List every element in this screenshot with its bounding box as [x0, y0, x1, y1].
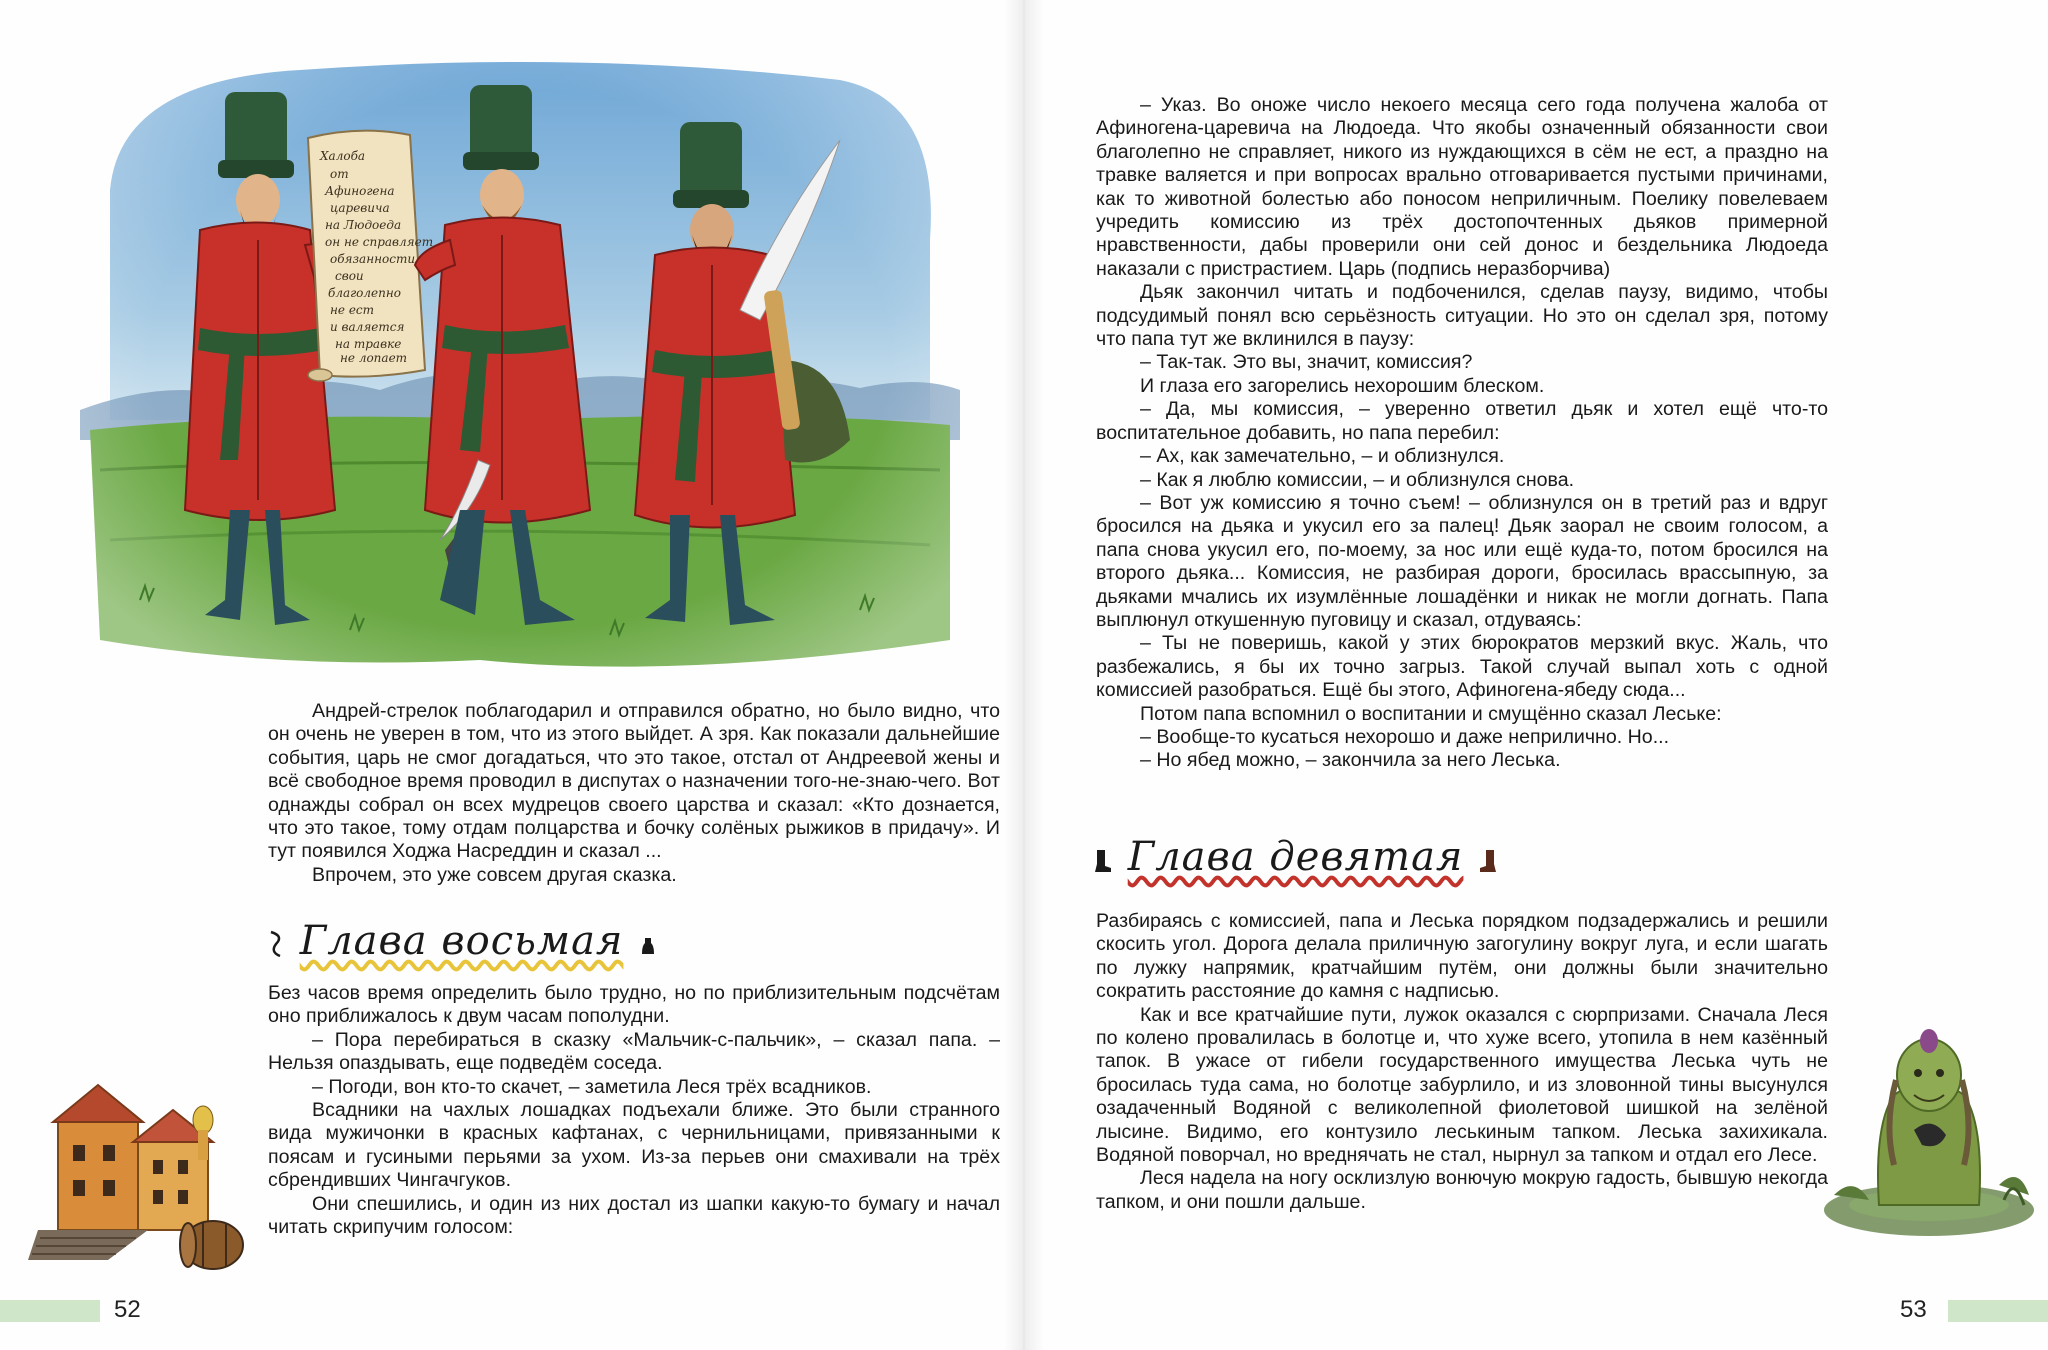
paragraph: – Но ябед можно, – закончила за него Леська. — [1140, 749, 1561, 772]
paragraph: – Пора перебираться в сказку «Мальчик-с-пальчик», – сказал папа. – Нельзя опаздывать, еще подведём соседа. — [268, 1028, 1000, 1075]
paragraph: Потом папа вспомнил о воспитании и смущённо сказал Леське: — [1140, 702, 1722, 725]
left-top-text — [268, 700, 1000, 887]
paragraph: И глаза его загорелись нехорошим блеском. — [1140, 374, 1545, 397]
scroll-line: на Людоеда — [325, 218, 402, 232]
paragraph: Как и все кратчайшие пути, лужок оказался с сюрпризами. Сначала Леся по колено провалилась в болотце и, что хуже всего, утопила в нем казённый тапок. В ужасе от гибели государственного имущества Леська чуть не бросилась туда сама, но болотце забурлило, и из зловонной тины высунулся озадаченный Водяной с великолепной фиолетовой шишкой на зелёной лысине. Видимо, его контузило леськиным тапком. Леська захихикала. Водяной поворчал, но вреднячать не стал, нырнул за тапком и отдал его Лесе. — [1096, 1003, 1828, 1167]
scroll-line: благолепно — [328, 286, 402, 300]
scroll-line: от — [330, 167, 349, 181]
scroll-line: не ест — [330, 303, 375, 317]
paragraph: – Как я люблю комиссии, – и облизнулся снова. — [1140, 468, 1575, 491]
page-number: 53 — [1900, 1296, 1927, 1323]
paragraph: Андрей-стрелок поблагодарил и отправился обратно, но было видно, что он очень не уверен в том, что из этого выйдет. А зря. Как показали дальнейшие события, царь не смог догадаться, что это такое, отстал от Андреевой жены и всё свободное время проводил в диспутах о назначении того-не-знаю-чего. Вот однажды собрал он всех мудрецов своего царства и сказал: «Кто дознается, что это такое, тому отдам полцарства и бочку солёных рыжиков в придачу». И тут появился Ходжа Насреддин и сказал ... — [268, 700, 1000, 863]
paragraph: Без часов время определить было трудно, но по приблизительным подсчётам оно приближалось к двум часам пополудни. — [268, 982, 1000, 1028]
right-top-text — [1096, 94, 1828, 773]
right-page — [1024, 0, 2048, 1350]
paragraph: – Вообще-то кусаться нехорошо и даже неприлично. Но... — [1140, 725, 1670, 748]
barrel-icon — [180, 1221, 243, 1269]
scroll-line: Афиногена — [325, 184, 395, 198]
book-gutter — [1004, 0, 1044, 1350]
boot-ornament-icon — [1477, 846, 1501, 874]
paragraph: – Да, мы комиссия, – уверенно ответил дьяк и хотел ещё что-то воспитательное добавить, но папа перебил: — [1096, 398, 1828, 444]
paragraph: Впрочем, это уже совсем другая сказка. — [312, 863, 677, 886]
right-chapter-text — [1096, 910, 1828, 1214]
vodyanoy-illustration — [1814, 1015, 2044, 1245]
paragraph: – Погоди, вон кто-то скачет, – заметила Леся трёх всадников. — [312, 1075, 872, 1098]
paragraph: – Вот уж комиссию я точно съем! – облизнулся он в третий раз и вдруг бросился на дьяка и укусил его за палец! Дьяк заорал не своим голосом, а папа снова укусил его, по-моему, за нос или ещё куда-то, потом бросился на второго дьяка... Комиссия, не разбирая дороги, бросилась врассыпную, за дьяками мчались их изумлённые лошадёнки и никак не могли догнать. Папа выплюнул откушенную пуговицу и сказал, отдуваясь: — [1096, 491, 1828, 631]
scroll-line: свои — [335, 269, 364, 283]
paragraph: – Ах, как замечательно, – и облизнулся. — [1140, 445, 1505, 468]
page-number: 52 — [114, 1296, 141, 1323]
chapter-title: Глава восьмая — [299, 918, 624, 964]
paragraph: Разбираясь с комиссией, папа и Леська порядком подзадержались и решили скосить угол. Дорога делала приличную загогулину вокруг луга, и если шагать по лужку напрямик, кратчайшим путём, они должны были значительно сократить расстояние до камня с надписью. — [1096, 910, 1828, 1003]
inkwell-icon — [637, 930, 659, 958]
left-chapter-text — [268, 982, 1000, 1239]
scroll-line: на травке — [335, 337, 402, 351]
boot-ornament-icon — [1090, 846, 1114, 874]
paragraph: Дьяк закончил читать и подбоченился, сделав паузу, видимо, чтобы подсудимый понял всю серьёзность ситуации. Но это он сделал зря, потому что папа тут же вклинился в паузу: — [1096, 281, 1828, 351]
scroll-line: царевича — [330, 201, 390, 215]
scroll-line: и валяется — [330, 320, 405, 334]
paragraph: Они спешились, и один из них достал из шапки какую-то бумагу и начал читать скрипучим голосом: — [268, 1192, 1000, 1239]
paragraph: – Указ. Во оноже число некоего месяца сего года получена жалоба от Афиногена-царевича на Людоеда. Что якобы означенный обязанности свои благолепно не справляет, никого из нуждающихся в сём не ест, а праздно на травке валяется и при вопросах врально отговаривается пустыми причинами, как то животной болестью або поносом неприличным. Поелику повелеваем учредить комиссию из трёх достопочтенных дьяков примерной нравственности, дабы проверили они сей донос и бездельника Людоеда наказали с пристрастием. Царь (подпись неразборчива) — [1096, 94, 1828, 280]
paragraph: – Ты не поверишь, какой у этих бюрократов мерзкий вкус. Жаль, что разбежались, я бы их точно загрыз. Такой случай выпал хоть с одной комиссией разобраться. Ещё бы этого, Афиногена-ябеду сюда... — [1096, 632, 1828, 702]
paragraph: – Так-так. Это вы, значит, комиссия? — [1140, 351, 1473, 374]
chapter-heading-nine — [1090, 834, 1501, 880]
page-number-bar — [0, 1300, 100, 1322]
three-clerks-illustration — [80, 40, 960, 680]
scroll-line: Халоба — [320, 149, 366, 163]
scroll-line: он не справляет — [325, 235, 434, 249]
chapter-title: Глава девятая — [1127, 834, 1464, 880]
page-number-bar — [1948, 1300, 2048, 1322]
heading-ornament-icon — [268, 930, 286, 958]
town-barrel-illustration — [28, 1060, 268, 1275]
bump-on-head — [1920, 1029, 1938, 1053]
paragraph: Всадники на чахлых лошадках подъехали ближе. Это были странного вида мужичонки в красных кафтанах, с чернильницами, привязанными к поясам и гусиными перьями за ухом. Из-за перьев они смахивали на трёх сбрендивших Чингачгуков. — [268, 1099, 1000, 1192]
scroll-line: обязанности — [330, 252, 416, 266]
chapter-heading-eight — [268, 918, 659, 964]
paragraph: Леся надела на ногу осклизлую вонючую мокрую гадость, бывшую некогда тапком, и они пошли дальше. — [1096, 1167, 1828, 1213]
scroll-line: не лопает — [340, 351, 408, 365]
